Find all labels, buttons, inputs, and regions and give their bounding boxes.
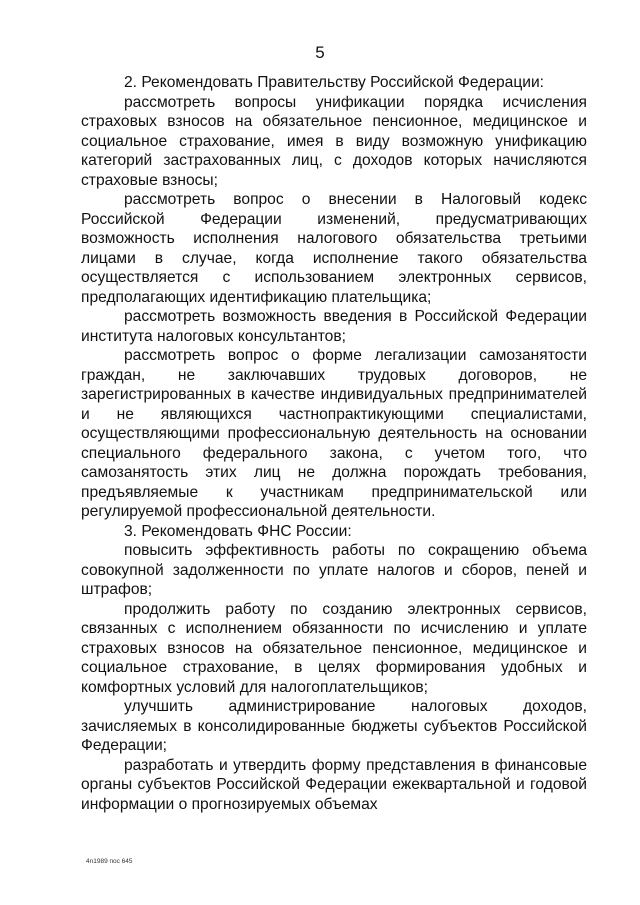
paragraph: рассмотреть возможность введения в Российской Федерации института налоговых консультантов; xyxy=(81,308,587,345)
paragraph: улучшить администрирование налоговых доходов, зачисляемых в консолидированные бюджеты субъектов Российской Федерации; xyxy=(81,698,587,754)
paragraph-section-3-heading: 3. Рекомендовать ФНС России: xyxy=(124,522,352,540)
footer-code: 4n1989 пос 645 xyxy=(86,858,133,865)
paragraph: рассмотреть вопросы унификации порядка исчисления страховых взносов на обязательное пенсионное, медицинское и социальное страхование, имея в виду возможную унификацию категорий застрахованных лиц, с доходов которых начисляются страховые взносы; xyxy=(81,93,587,189)
paragraph-section-2-heading: 2. Рекомендовать Правительству Российской Федерации: xyxy=(124,74,545,91)
paragraph: рассмотреть вопрос о форме легализации самозанятости граждан, не заключавших трудовых договоров, не зарегистрированных в качестве индивидуальных предпринимателей и не являющихся частнопрактикующими специалистами, осуществляющими профессиональную деятельность на основании специального федерального закона, с учетом того, что самозанятость этих лиц не должна порождать требования, предъявляемые к участникам предпринимательской или регулируемой профессиональной деятельности. xyxy=(81,347,587,520)
paragraph: повысить эффективность работы по сокращению объема совокупной задолженности по уплате налогов и сборов, пеней и штрафов; xyxy=(81,542,587,598)
paragraph: рассмотреть вопрос о внесении в Налоговый кодекс Российской Федерации изменений, предусматривающих возможность исполнения налогового обязательства третьими лицами в случае, когда исполнение такого обязательства осуществляется с использованием электронных сервисов, предполагающих идентификацию плательщика; xyxy=(81,191,587,306)
paragraph: разработать и утвердить форму представления в финансовые органы субъектов Российской Федерации ежеквартальной и годовой информации о прогнозируемых объемах xyxy=(81,756,587,813)
page-number: 5 xyxy=(315,43,325,62)
body-text xyxy=(81,73,587,814)
paragraph: продолжить работу по созданию электронных сервисов, связанных с исполнением обязанности по исчислению и уплате страховых взносов на обязательное пенсионное, медицинское и социальное страхование, в целях формирования удобных и комфортных условий для налогоплательщиков; xyxy=(81,600,587,696)
